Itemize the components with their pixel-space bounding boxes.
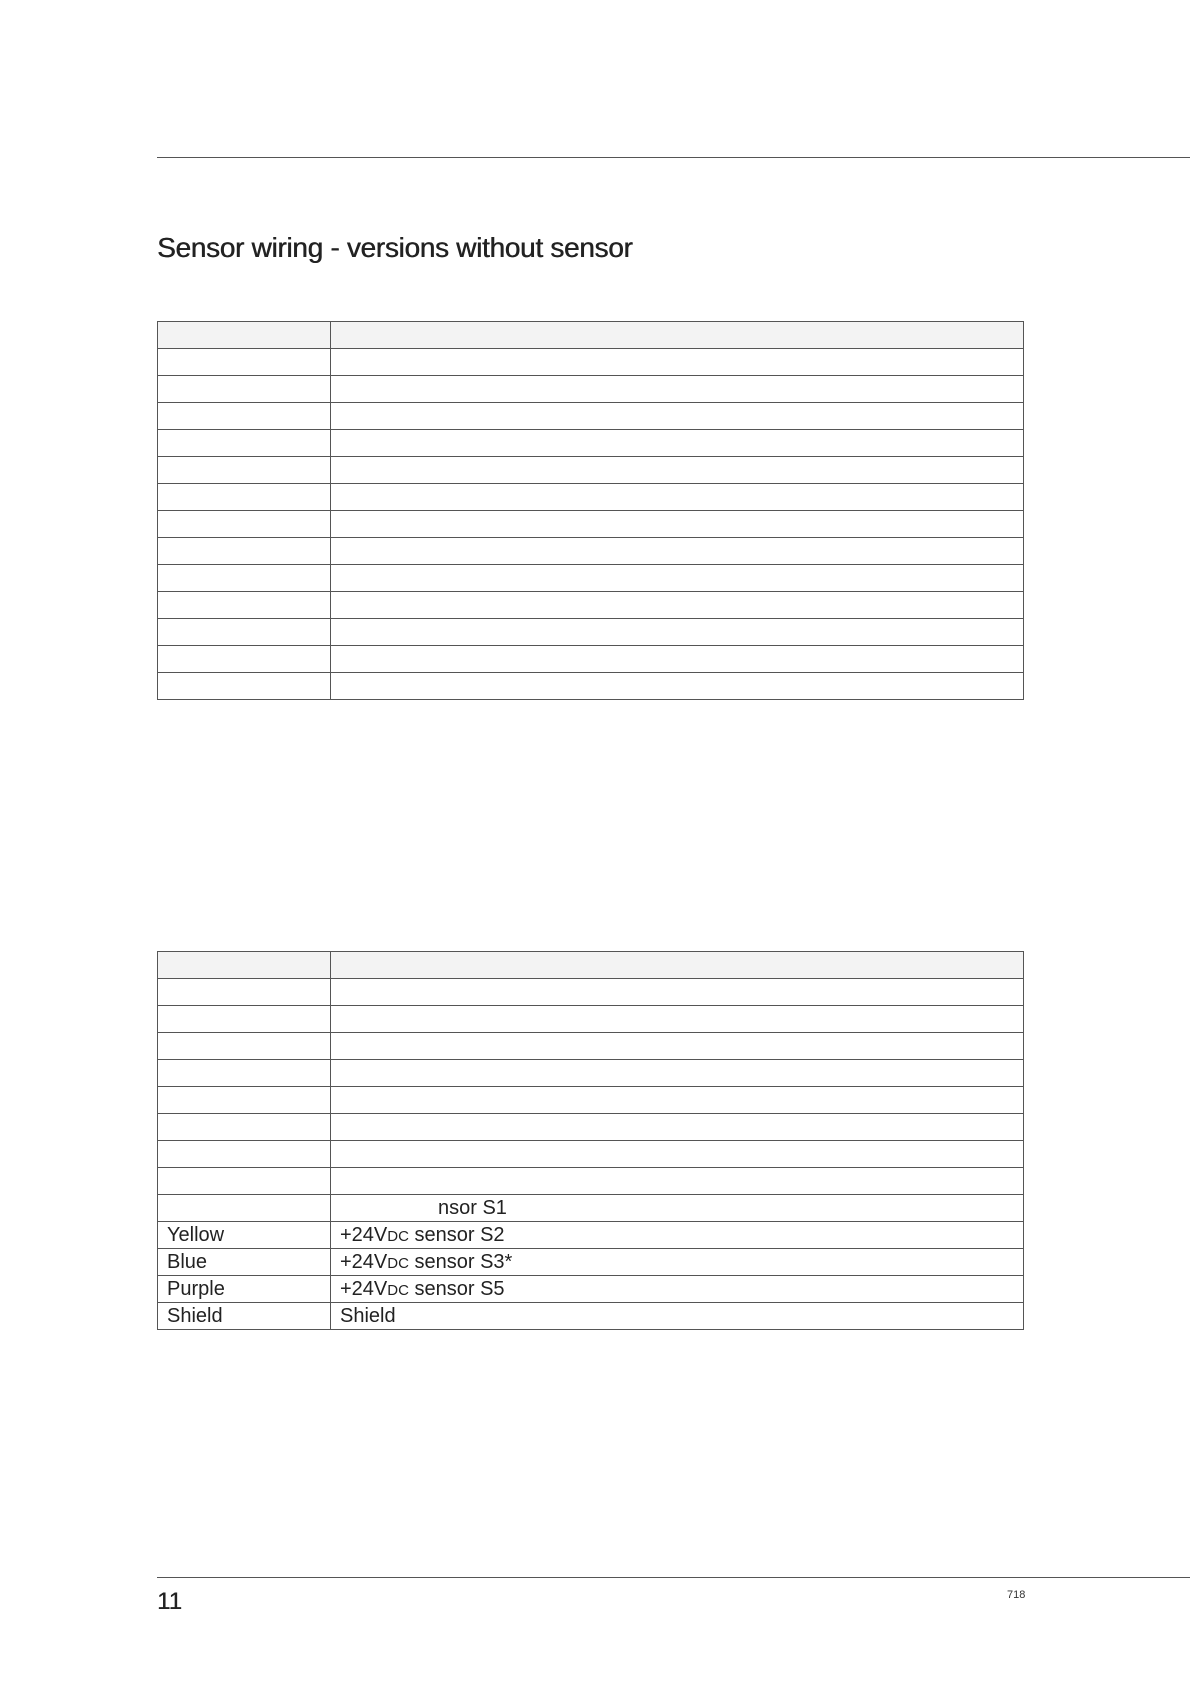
signal-cell bbox=[331, 673, 1024, 700]
table-row bbox=[158, 1195, 1024, 1222]
wire-color-cell bbox=[158, 673, 331, 700]
table-row bbox=[158, 403, 1024, 430]
table-row bbox=[158, 1033, 1024, 1060]
table-row bbox=[158, 1303, 1024, 1330]
table-row bbox=[158, 1222, 1024, 1249]
signal-cell bbox=[331, 565, 1024, 592]
wiring-table-1 bbox=[157, 321, 1024, 700]
signal-cell: +24VDC sensor S3* bbox=[331, 1249, 1024, 1276]
wire-color-cell bbox=[158, 457, 331, 484]
page-number: 11 bbox=[157, 1588, 182, 1615]
table-row bbox=[158, 979, 1024, 1006]
table-header-row bbox=[158, 322, 1024, 349]
wire-color-cell bbox=[158, 1087, 331, 1114]
table-row bbox=[158, 538, 1024, 565]
signal-cell bbox=[331, 1168, 1024, 1195]
signal-cell bbox=[331, 1033, 1024, 1060]
signal-cell bbox=[331, 619, 1024, 646]
table-row bbox=[158, 1276, 1024, 1303]
table-row bbox=[158, 376, 1024, 403]
table-row bbox=[158, 1249, 1024, 1276]
signal-cell bbox=[331, 646, 1024, 673]
signal-cell bbox=[331, 511, 1024, 538]
wire-color-cell bbox=[158, 511, 331, 538]
header-cell bbox=[331, 322, 1024, 349]
wire-color-cell bbox=[158, 1141, 331, 1168]
signal-cell bbox=[331, 1141, 1024, 1168]
signal-cell bbox=[331, 1114, 1024, 1141]
table-row bbox=[158, 457, 1024, 484]
table-row bbox=[158, 1168, 1024, 1195]
table-row bbox=[158, 430, 1024, 457]
wire-color-cell bbox=[158, 376, 331, 403]
wire-color-cell bbox=[158, 1060, 331, 1087]
wire-color-cell bbox=[158, 565, 331, 592]
signal-cell bbox=[331, 349, 1024, 376]
wire-color-cell bbox=[158, 1033, 331, 1060]
table-row bbox=[158, 1087, 1024, 1114]
table-row bbox=[158, 1141, 1024, 1168]
wire-color-cell: Yellow bbox=[158, 1222, 331, 1249]
signal-cell bbox=[331, 979, 1024, 1006]
header-cell bbox=[331, 952, 1024, 979]
wire-color-cell bbox=[158, 403, 331, 430]
footer-rule bbox=[157, 1577, 1190, 1578]
table-row bbox=[158, 673, 1024, 700]
signal-cell bbox=[331, 1087, 1024, 1114]
table-row bbox=[158, 1006, 1024, 1033]
table-row bbox=[158, 565, 1024, 592]
wire-color-cell bbox=[158, 1006, 331, 1033]
table-row bbox=[158, 1114, 1024, 1141]
signal-cell bbox=[331, 538, 1024, 565]
wire-color-cell bbox=[158, 1168, 331, 1195]
wire-color-cell bbox=[158, 1195, 331, 1222]
table-row bbox=[158, 1060, 1024, 1087]
signal-cell bbox=[331, 376, 1024, 403]
table-row bbox=[158, 592, 1024, 619]
wire-color-cell bbox=[158, 592, 331, 619]
signal-cell bbox=[331, 1060, 1024, 1087]
table-row bbox=[158, 646, 1024, 673]
signal-cell bbox=[331, 592, 1024, 619]
signal-cell bbox=[331, 457, 1024, 484]
table-row bbox=[158, 484, 1024, 511]
header-cell bbox=[158, 322, 331, 349]
wire-color-cell bbox=[158, 619, 331, 646]
table-header-row bbox=[158, 952, 1024, 979]
wire-color-cell bbox=[158, 430, 331, 457]
wire-color-cell: Shield bbox=[158, 1303, 331, 1330]
signal-cell: +24VDC sensor S5 bbox=[331, 1276, 1024, 1303]
signal-cell bbox=[331, 1006, 1024, 1033]
page-title: Sensor wiring - versions without sensor bbox=[157, 232, 633, 263]
wiring-table-2 bbox=[157, 951, 1024, 1330]
document-code: 718 bbox=[1007, 1589, 1026, 1601]
signal-cell: Shield bbox=[331, 1303, 1024, 1330]
wire-color-cell bbox=[158, 349, 331, 376]
header-rule bbox=[157, 157, 1190, 158]
signal-cell: +24VDC sensor S2 bbox=[331, 1222, 1024, 1249]
wire-color-cell bbox=[158, 484, 331, 511]
signal-cell bbox=[331, 484, 1024, 511]
wire-color-cell: Blue bbox=[158, 1249, 331, 1276]
wire-color-cell bbox=[158, 1114, 331, 1141]
wire-color-cell bbox=[158, 646, 331, 673]
signal-cell bbox=[331, 430, 1024, 457]
signal-cell bbox=[331, 403, 1024, 430]
table-row bbox=[158, 349, 1024, 376]
wire-color-cell bbox=[158, 979, 331, 1006]
header-cell bbox=[158, 952, 331, 979]
wire-color-cell bbox=[158, 538, 331, 565]
table-row bbox=[158, 511, 1024, 538]
wire-color-cell: Purple bbox=[158, 1276, 331, 1303]
table-row bbox=[158, 619, 1024, 646]
signal-cell: nsor S1 bbox=[331, 1195, 1024, 1222]
